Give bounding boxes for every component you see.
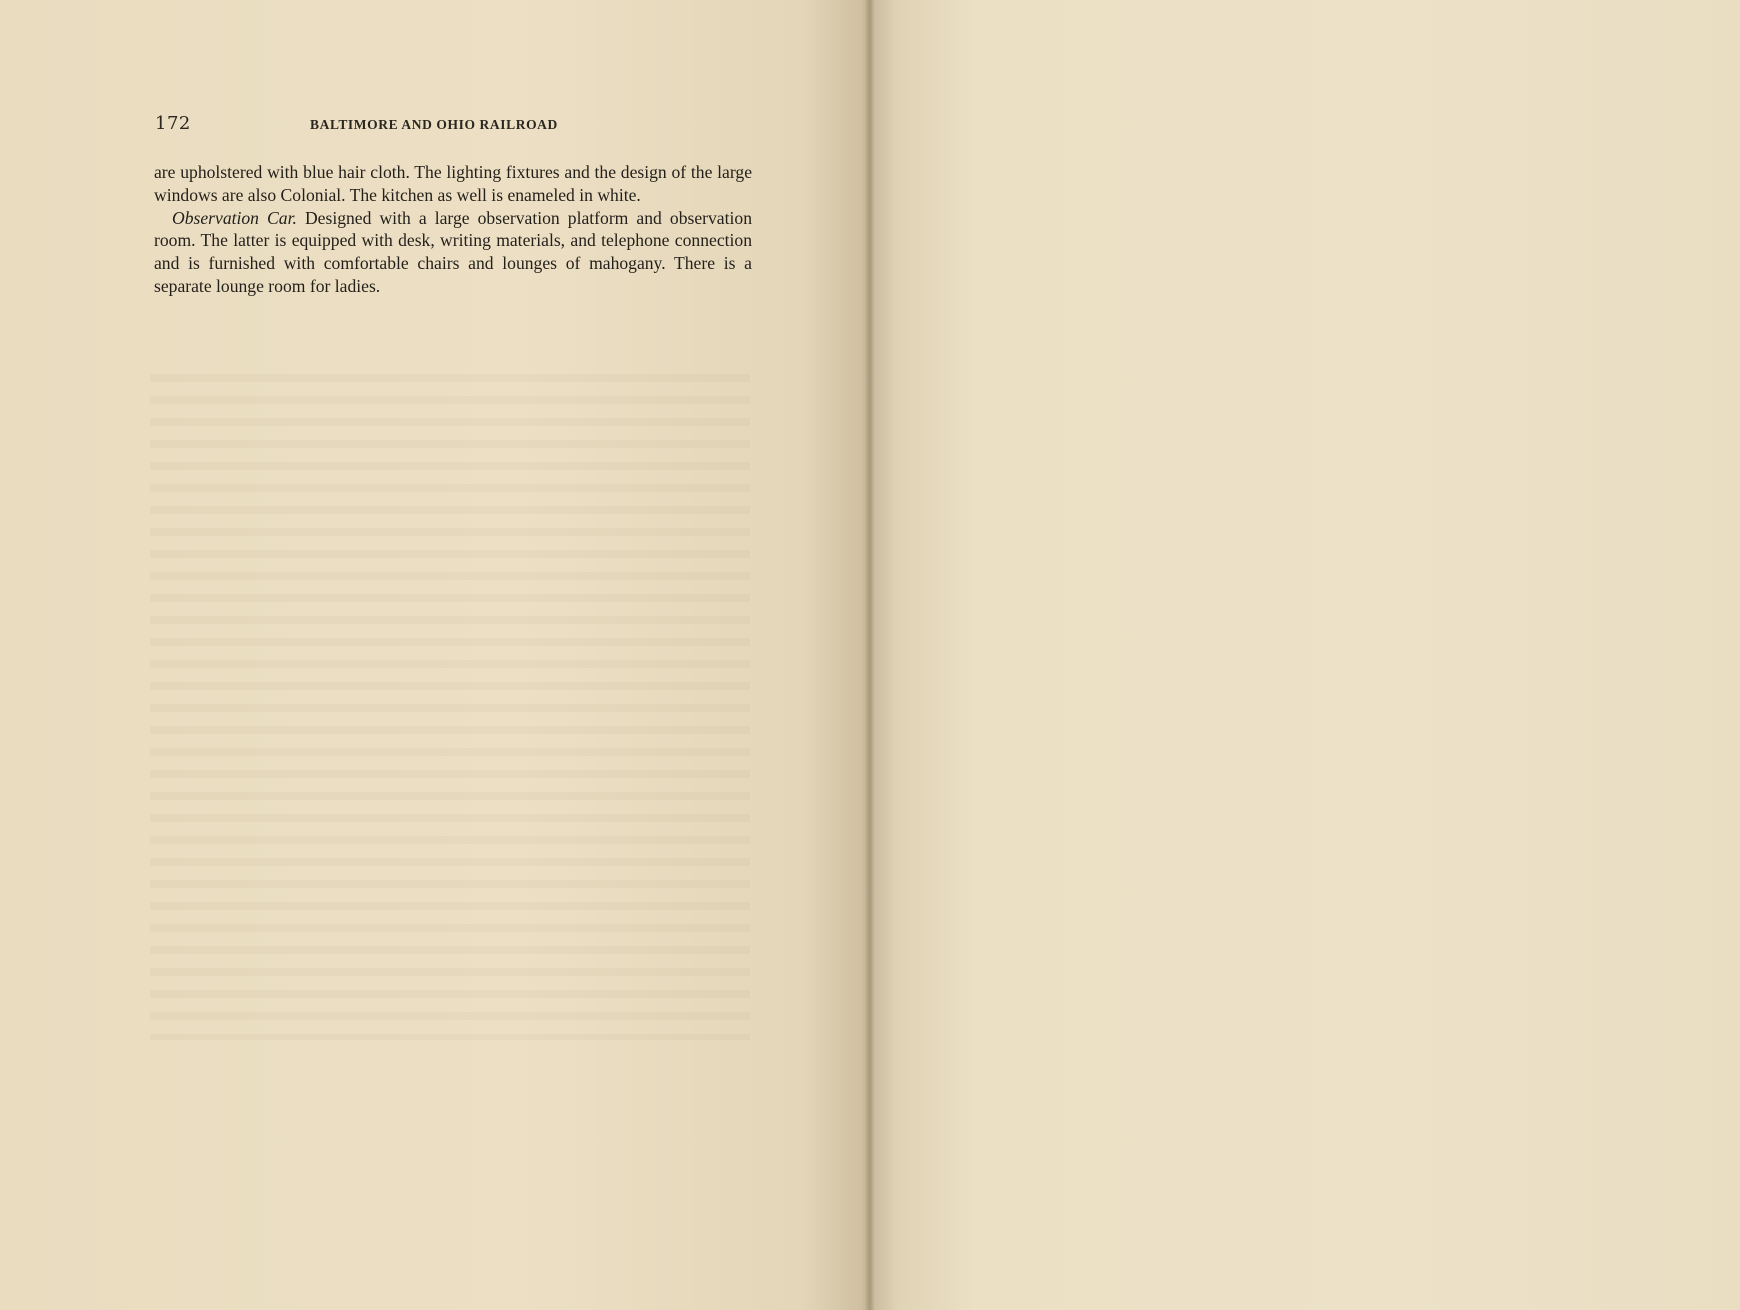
right-page-blank <box>870 0 1740 1310</box>
body-text <box>154 161 752 298</box>
running-head: BALTIMORE AND OHIO RAILROAD <box>310 117 558 132</box>
page-header <box>155 113 755 139</box>
show-through-text <box>150 360 750 1040</box>
paragraph-1-text: are upholstered with blue hair cloth. The lighting fixtures and the design of the large windows are also Colonial. The kitchen as well is enameled in white. <box>154 162 752 205</box>
paragraph-2 <box>154 207 752 298</box>
paragraph-2-text: Designed with a large observation platform and observation room. The latter is equipped with desk, writing materials, and telephone connection and is furnished with comfortable chairs and lounges of mahogany. There is a separate lounge room for ladies. <box>154 207 752 296</box>
paragraph-1 <box>154 161 752 207</box>
book-gutter <box>866 0 874 1310</box>
paragraph-2-run-in: Observation Car. <box>172 207 297 228</box>
page-number: 172 <box>155 113 191 134</box>
